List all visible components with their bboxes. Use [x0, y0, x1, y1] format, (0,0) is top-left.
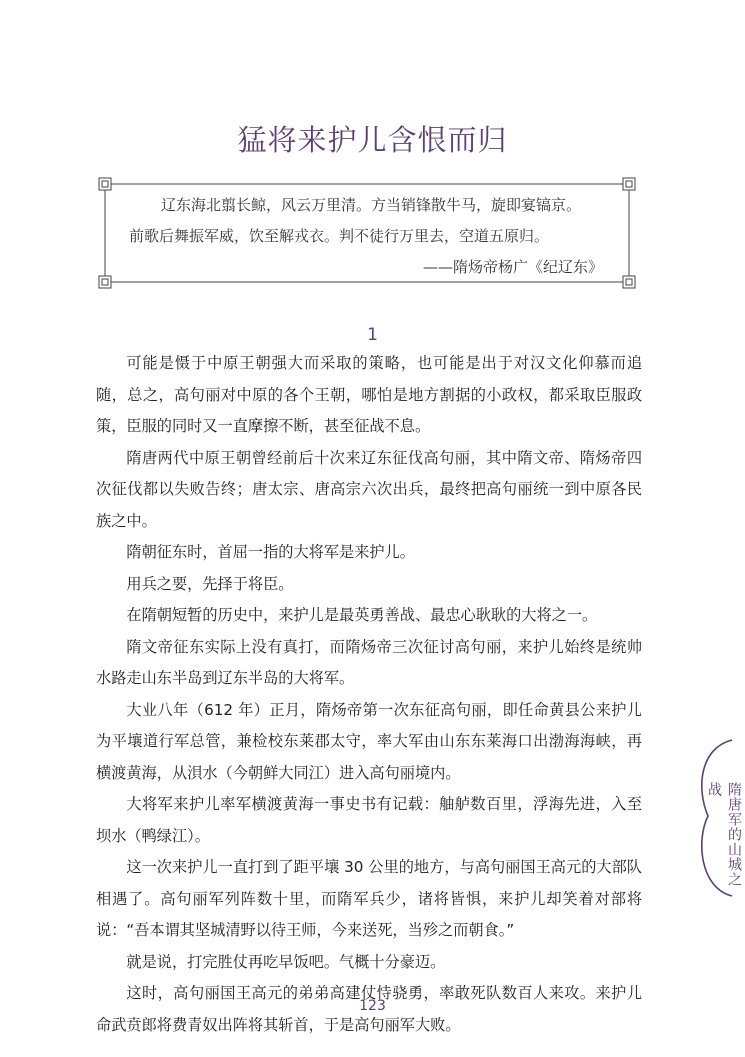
- paragraph: 可能是慑于中原王朝强大而采取的策略，也可能是出于对汉文化仰慕而追随，总之，高句丽对中原的各个王朝，哪怕是地方割据的小政权，都采取臣服政策，臣服的同时又一直摩擦不断，甚至征战不息。: [96, 354, 642, 435]
- paragraph: 这时，高句丽国王高元的弟弟高建仗恃骁勇，率敢死队数百人来攻。来护儿命武贲郎将费青奴出阵将其斩首，于是高句丽军大败。: [96, 984, 642, 1034]
- paragraph: 大将军来护儿率军横渡黄海一事史书有记载：舳舻数百里，浮海先进，入至坝水（鸭绿江）。: [96, 795, 642, 845]
- paragraph: 就是说，打完胜仗再吃早饭吧。气概十分豪迈。: [126, 952, 446, 971]
- poem-line: 辽东海北翦长鲸，风云万里清。方当销锋散牛马，旋即宴镐京。: [161, 196, 582, 214]
- body-text: [96, 348, 642, 1041]
- paragraph: 在隋朝短暂的历史中，来护儿是最英勇善战、最忠心耿耿的大将之一。: [126, 606, 598, 624]
- section-number: 1: [367, 325, 378, 345]
- paragraph: 隋朝征东时，首屈一指的大将军是来护儿。: [126, 543, 415, 561]
- side-tab-label: 隋唐军的山城之战: [706, 782, 742, 887]
- chapter-title: 猛将来护儿含恨而归: [237, 123, 508, 157]
- page-number: 123: [359, 998, 386, 1014]
- side-section-tab: [660, 738, 745, 898]
- paragraph: 大业八年（612 年）正月，隋炀帝第一次东征高句丽，即任命黄县公来护儿为平壤道行军总管，兼检校东莱郡太守，率大军由山东东莱海口出渤海海峡，再横渡黄海，从浿水（今朝鲜大同江）进入高句丽境内。: [96, 700, 642, 782]
- epigraph-frame: [97, 176, 637, 290]
- paragraph: 这一次来护儿一直打到了距平壤 30 公里的地方，与高句丽国王高元的大部队相遇了。高句丽军列阵数十里，而隋军兵少，诸将皆惧，来护儿却笑着对部将说：“吾本谓其坚城清野以待王师，今来送死，当殄之而朝食。”: [96, 858, 642, 939]
- paragraph: 用兵之要，先择于将臣。: [126, 574, 294, 593]
- paragraph: 隋唐两代中原王朝曾经前后十次来辽东征伐高句丽，其中隋文帝、隋炀帝四次征伐都以失败告终；唐太宗、唐高宗六次出兵，最终把高句丽统一到中原各民族之中。: [96, 448, 642, 530]
- paragraph: 隋文帝征东实际上没有真打，而隋炀帝三次征讨高句丽，来护儿始终是统帅水路走山东半岛到辽东半岛的大将军。: [96, 637, 642, 687]
- poem-attribution: ——隋炀帝杨广《纪辽东》: [422, 258, 603, 276]
- poem-line: 前歌后舞振军威，饮至解戎衣。判不徒行万里去，空道五原归。: [129, 227, 550, 245]
